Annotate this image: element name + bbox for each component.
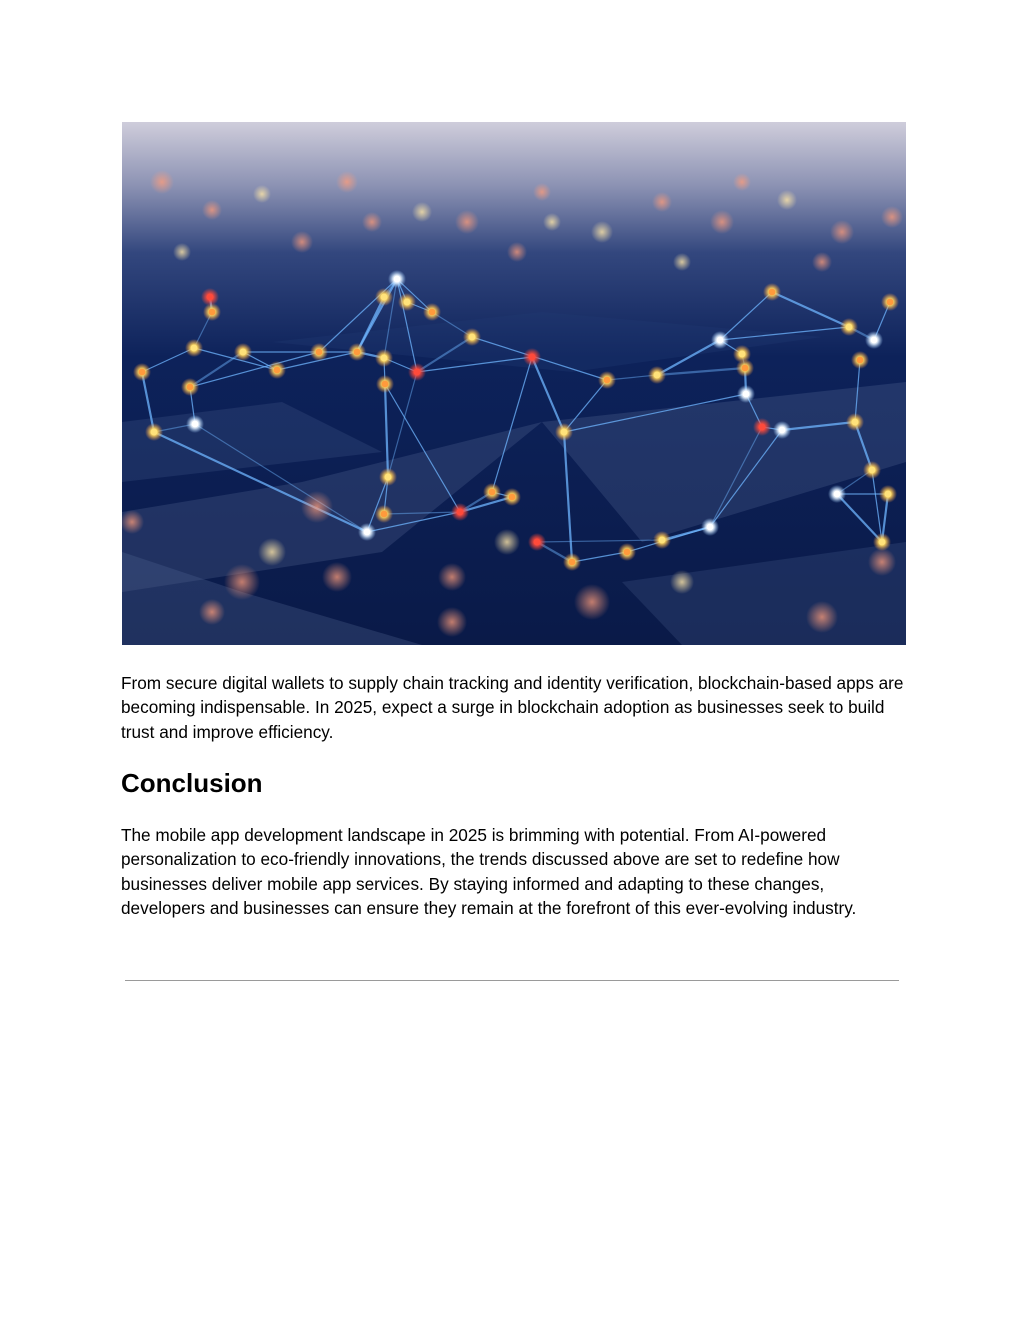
network-node xyxy=(769,289,776,296)
network-node xyxy=(151,429,158,436)
bokeh-light xyxy=(812,252,832,272)
network-node xyxy=(846,324,853,331)
network-node xyxy=(869,467,876,474)
network-node xyxy=(187,384,194,391)
network-node xyxy=(139,369,146,376)
bokeh-light xyxy=(806,601,838,633)
bokeh-light xyxy=(868,548,896,576)
network-node xyxy=(569,559,576,566)
bokeh-light xyxy=(494,529,520,555)
bokeh-light xyxy=(438,563,466,591)
network-node xyxy=(834,491,841,498)
bokeh-light xyxy=(543,213,561,231)
bokeh-light xyxy=(673,253,691,271)
bokeh-light xyxy=(733,173,751,191)
bokeh-light xyxy=(455,210,479,234)
network-node xyxy=(414,369,421,376)
network-node xyxy=(364,529,371,536)
bokeh-light xyxy=(199,599,225,625)
bokeh-light xyxy=(652,192,672,212)
network-node xyxy=(381,511,388,518)
network-node xyxy=(394,276,401,283)
network-node xyxy=(381,355,388,362)
bokeh-light xyxy=(437,607,467,637)
network-node xyxy=(742,365,749,372)
network-node xyxy=(659,537,666,544)
network-node xyxy=(457,509,464,516)
network-node xyxy=(429,309,436,316)
network-node xyxy=(887,299,894,306)
paragraph-conclusion: The mobile app development landscape in 2025 is brimming with potential. From AI-powered personalization to eco-friendly innovations, the trends discussed above are set to redefine how businesses deliver mobile app services. By staying informed and adapting to these changes, developers and businesses can ensure they remain at the forefront of this ever-evolving industry. xyxy=(121,825,857,918)
network-node xyxy=(207,294,214,301)
bokeh-light xyxy=(291,231,313,253)
network-node xyxy=(717,337,724,344)
network-node xyxy=(604,377,611,384)
network-node xyxy=(489,489,496,496)
network-node xyxy=(191,345,198,352)
network-node xyxy=(624,549,631,556)
network-node xyxy=(404,299,411,306)
bokeh-light xyxy=(881,206,903,228)
network-node xyxy=(274,367,281,374)
bokeh-light xyxy=(670,570,694,594)
network-node xyxy=(534,539,541,546)
bokeh-light xyxy=(301,491,333,523)
network-node xyxy=(759,424,766,431)
horizontal-divider xyxy=(125,980,899,981)
bokeh-light xyxy=(362,212,382,232)
network-node xyxy=(654,372,661,379)
network-node xyxy=(879,539,886,546)
network-node xyxy=(382,381,389,388)
network-node xyxy=(381,294,388,301)
paragraph-blockchain: From secure digital wallets to supply chain tracking and identity verification, blockchain-based apps are becoming indispensable. In 2025, expect a surge in blockchain adoption as businesses seek to build trust and improve efficiency. xyxy=(121,673,904,742)
network-node xyxy=(529,354,536,361)
network-graph-image xyxy=(122,122,906,645)
network-node xyxy=(316,349,323,356)
network-node xyxy=(871,337,878,344)
network-node xyxy=(209,309,216,316)
bokeh-light xyxy=(202,200,222,220)
bokeh-light xyxy=(224,564,260,600)
network-node xyxy=(240,349,247,356)
bokeh-light xyxy=(412,202,432,222)
bokeh-light xyxy=(253,185,271,203)
bokeh-light xyxy=(173,243,191,261)
section-heading-conclusion: Conclusion xyxy=(121,768,263,798)
bokeh-light xyxy=(322,562,352,592)
bokeh-light xyxy=(777,190,797,210)
network-node xyxy=(509,494,516,501)
bokeh-light xyxy=(533,183,551,201)
bokeh-light xyxy=(150,170,174,194)
network-node xyxy=(354,349,361,356)
bokeh-light xyxy=(574,584,610,620)
network-node xyxy=(385,474,392,481)
network-node xyxy=(469,334,476,341)
network-node xyxy=(852,419,859,426)
bokeh-light xyxy=(336,171,358,193)
bokeh-light xyxy=(258,538,286,566)
network-node xyxy=(743,391,750,398)
bokeh-light xyxy=(507,242,527,262)
network-node xyxy=(561,429,568,436)
network-node xyxy=(707,524,714,531)
network-node xyxy=(885,491,892,498)
network-node xyxy=(739,351,746,358)
network-node xyxy=(779,427,786,434)
bokeh-light xyxy=(830,220,854,244)
bokeh-light xyxy=(591,221,613,243)
bokeh-light xyxy=(710,210,734,234)
network-node xyxy=(857,357,864,364)
network-node xyxy=(192,421,199,428)
